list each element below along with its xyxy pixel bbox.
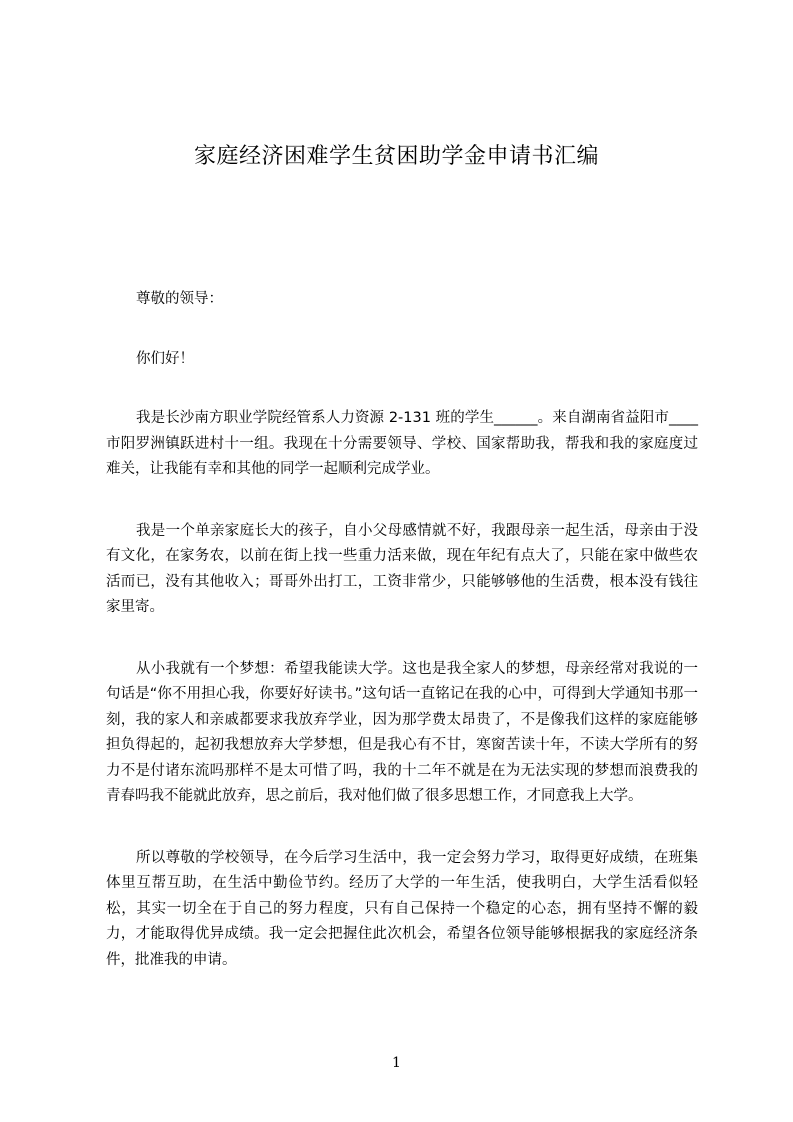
document-body: [106, 287, 698, 1009]
body-paragraph-4: 所以尊敬的学校领导，在今后学习生活中，我一定会努力学习，取得更好成绩，在班集体里互帮互助，在生活中勤俭节约。经历了大学的一年生活，使我明白，大学生活看似轻松，其实一切全在于自己的努力程度，只有自己保持一个稳定的心态，拥有坚持不懈的毅力，才能取得优异成绩。我一定会把握住此次机会，希望各位领导能够根据我的家庭经济条件，批准我的申请。: [106, 849, 698, 968]
body-paragraph-1: 我是长沙南方职业学院经管系人力资源 2-131 班的学生______。来自湖南省益阳市____市阳罗洲镇跃进村十一组。我现在十分需要领导、学校、国家帮助我，帮我和我的家庭度过难关，让我能有幸和其他的同学一起顺利完成学业。: [106, 410, 698, 477]
body-paragraph-2: 我是一个单亲家庭长大的孩子，自小父母感情就不好，我跟母亲一起生活，母亲由于没有文化，在家务农，以前在街上找一些重力活来做，现在年纪有点大了，只能在家中做些农活而已，没有其他收入；哥哥外出打工，工资非常少，只能够够他的生活费，根本没有钱往家里寄。: [106, 522, 698, 615]
greeting: 你们好！: [136, 350, 194, 367]
body-paragraph-3: 从小我就有一个梦想：希望我能读大学。这也是我全家人的梦想，母亲经常对我说的一句话是“你不用担心我，你要好好读书。”这句话一直铭记在我的心中，可得到大学通知书那一刻，我的家人和亲戚都要求我放弃学业，因为那学费太昂贵了，不是像我们这样的家庭能够担负得起的，起初我想放弃大学梦想，但是我心有不甘，寒窗苦读十年，不读大学所有的努力不是付诸东流吗那样不是太可惜了吗，我的十二年不就是在为无法实现的梦想而浪费我的青春吗我不能就此放弃，思之前后，我对他们做了很多思想工作，才同意我上大学。: [106, 660, 698, 804]
page-number: 1: [392, 1055, 401, 1071]
document-title: 家庭经济困难学生贫困助学金申请书汇编: [193, 144, 599, 169]
salutation: 尊敬的领导：: [136, 291, 223, 307]
